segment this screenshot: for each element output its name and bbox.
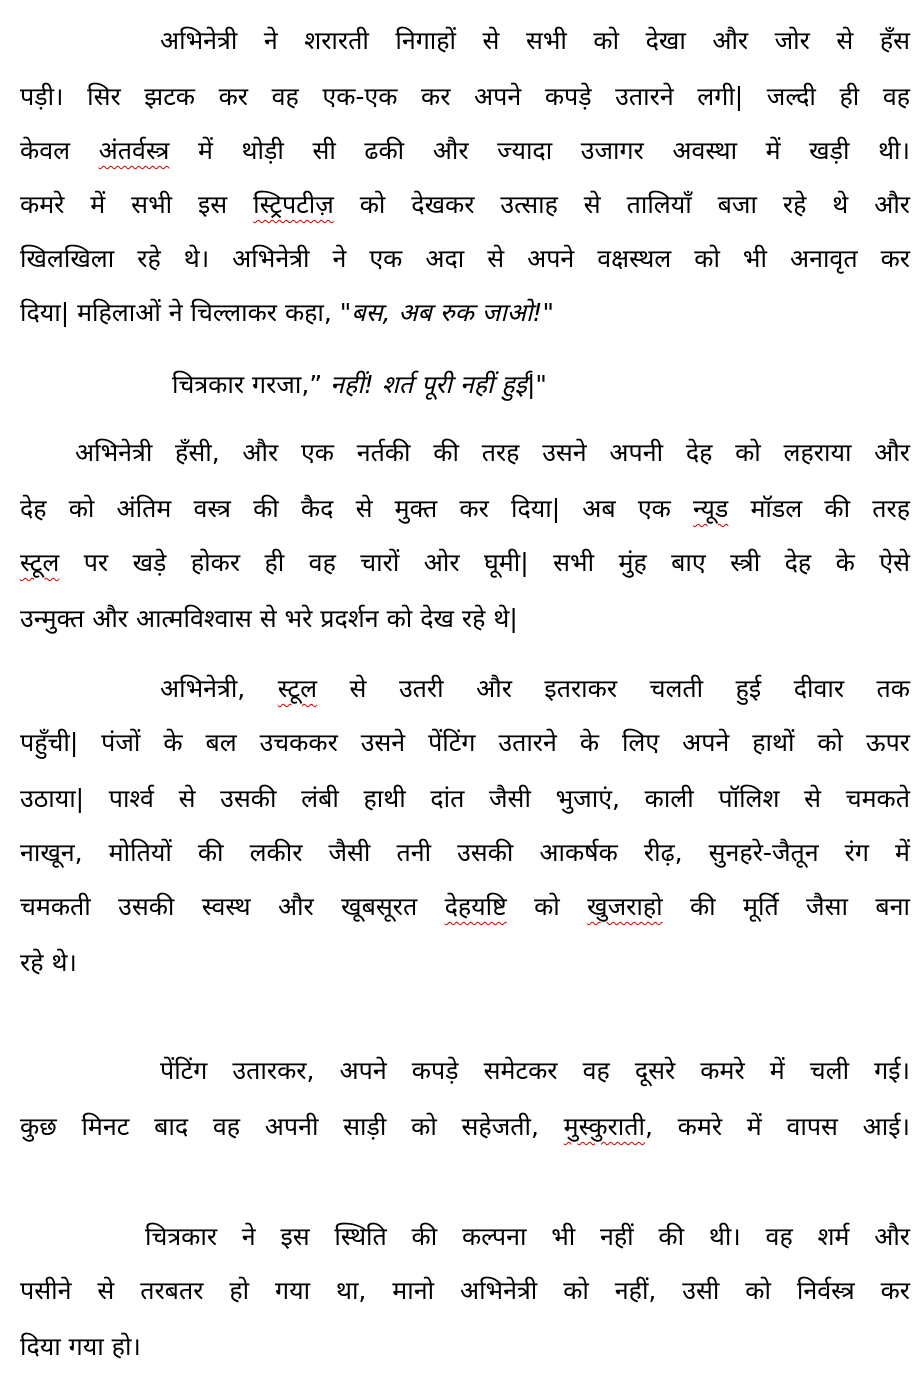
text-run: |" [526,370,547,399]
text-run: में थोड़ी सी ढकी और ज्यादा उजागर अवस्था में खड़ी थी। [169,136,910,165]
text-line [20,548,910,578]
text-line [172,370,910,400]
text-line [20,784,910,814]
text-line [75,438,910,468]
text-run: को [506,892,588,921]
text-run: पर खड़े होकर ही वह चारों ओर घूमी| सभी मुंह बाए स्त्री देह के ऐसे [59,548,910,577]
spellcheck-word: स्टूल [277,674,318,703]
text-line [20,948,910,978]
spellcheck-word: न्यूड [693,494,729,523]
text-line [20,1276,910,1306]
text-run: चित्रकार ने इस स्थिति की कल्पना भी नहीं की थी। वह शर्म और [145,1222,910,1251]
text-run: अभिनेत्री ने शरारती निगाहों से सभी को देखा और जोर से हँस [160,26,910,55]
text-line [20,298,910,328]
text-line [160,26,910,56]
text-run: , कमरे में वापस आई। [644,1112,910,1141]
text-line [20,136,910,166]
text-run: पेंटिंग उतारकर, अपने कपड़े समेटकर वह दूसरे कमरे में चली गई। [160,1056,910,1085]
text-line [20,838,910,868]
text-run: पसीने से तरबतर हो गया था, मानो अभिनेत्री को नहीं, उसी को निर्वस्त्र कर [20,1276,910,1305]
text-run: केवल [20,136,99,165]
spellcheck-word: अंतर्वस्त्र [98,136,170,165]
text-line [20,190,910,220]
spellcheck-word: देहयष्टि [444,892,507,921]
text-run: देह को अंतिम वस्त्र की कैद से मुक्त कर दिया| अब एक [20,494,694,523]
text-run: " [542,298,554,327]
text-run: पड़ी। सिर झटक कर वह एक-एक कर अपने कपड़े उतारने लगी| जल्दी ही वह [20,82,910,111]
text-line [160,1056,910,1086]
text-run: रहे थे। [20,948,77,977]
text-line [20,892,910,922]
text-run: दिया गया हो। [20,1332,141,1361]
text-run: कुछ मिनट बाद वह अपनी साड़ी को सहेजती, [20,1112,564,1141]
text-line [20,494,910,524]
italic-quote: नहीं! शर्त पूरी नहीं हुई [322,370,527,399]
text-run: उन्मुक्त और आत्मविश्वास से भरे प्रदर्शन को देख रहे थे| [20,604,518,633]
text-line [20,1112,910,1142]
text-run: से उतरी और इतराकर चलती हुई दीवार तक [317,674,910,703]
text-run: की मूर्ति जैसा बना [662,892,910,921]
text-run: को देखकर उत्साह से तालियाँ बजा रहे थे और [333,190,910,219]
text-run: खिलखिला रहे थे। अभिनेत्री ने एक अदा से अपने वक्षस्थल को भी अनावृत कर [20,244,910,273]
text-run: चित्रकार गरजा,” [172,370,323,399]
italic-quote: बस, अब रुक जाओ! [351,298,543,327]
text-run: पहुँची| पंजों के बल उचककर उसने पेंटिंग उतारने के लिए अपने हाथों को ऊपर [20,728,910,757]
spellcheck-word: खुजराहो [587,892,663,921]
text-run: चमकती उसकी स्वस्थ और खूबसूरत [20,892,445,921]
text-line [20,604,910,634]
text-line [20,82,910,112]
text-run: अभिनेत्री हँसी, और एक नर्तकी की तरह उसने अपनी देह को लहराया और [75,438,910,467]
spellcheck-word: स्टूल [20,548,60,577]
text-run: कमरे में सभी इस [20,190,254,219]
spellcheck-word: स्ट्रिपटीज़ [253,190,334,219]
text-run: मॉडल की तरह [728,494,910,523]
text-run: नाखून, मोतियों की लकीर जैसी तनी उसकी आकर्षक रीढ़, सुनहरे-जैतून रंग में [20,838,910,867]
text-line [145,1222,910,1252]
text-run: उठाया| पार्श्व से उसकी लंबी हाथी दांत जैसी भुजाएं, काली पॉलिश से चमकते [20,784,910,813]
text-line [160,674,910,704]
text-run: दिया| महिलाओं ने चिल्लाकर कहा, " [20,298,352,327]
text-line [20,244,910,274]
text-line [20,728,910,758]
spellcheck-word: मुस्कुराती [563,1112,645,1141]
text-line [20,1332,910,1362]
text-run: अभिनेत्री, [160,674,278,703]
